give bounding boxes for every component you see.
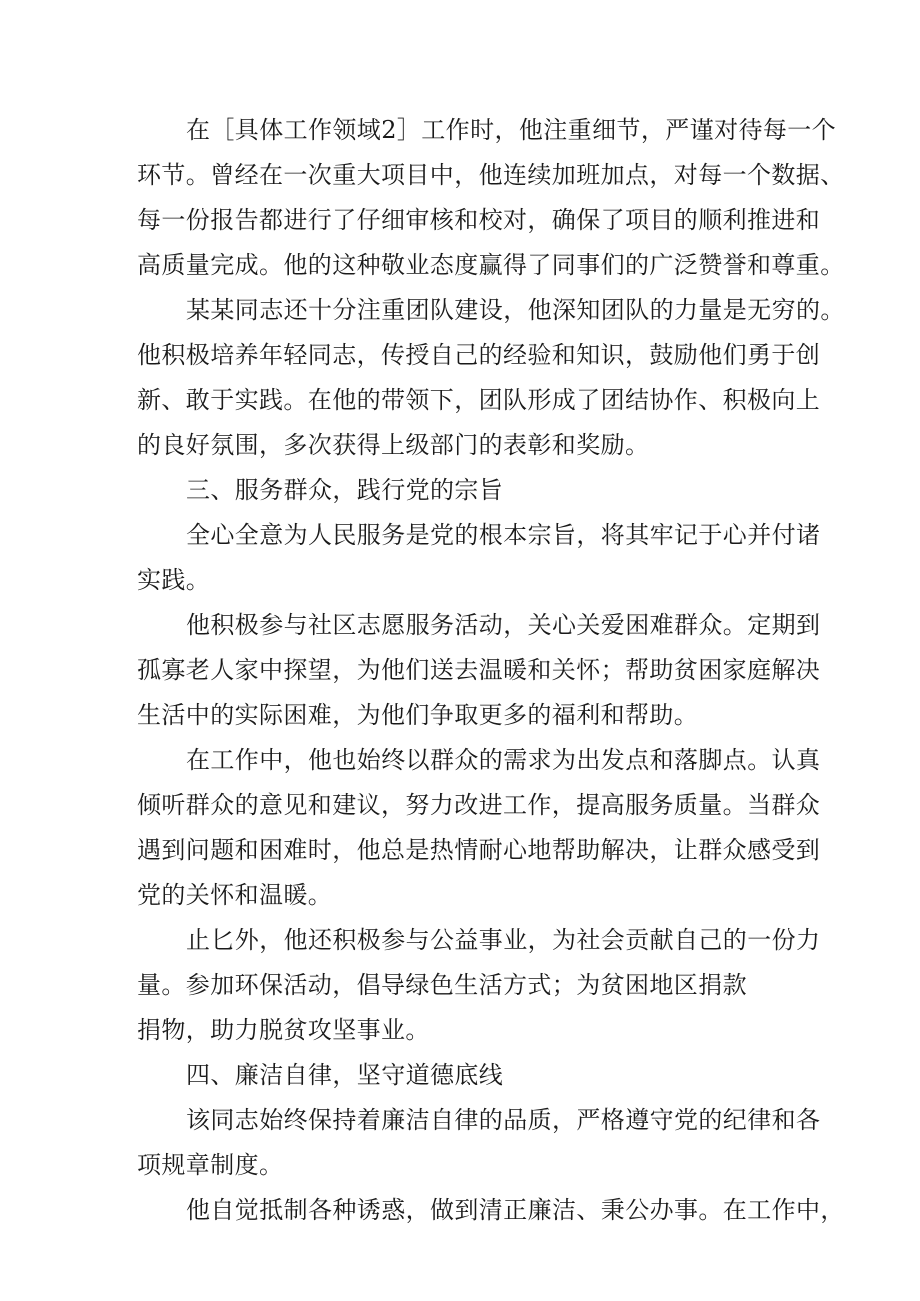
paragraph bbox=[137, 1098, 821, 1188]
text-line: 遇到问题和困难时，他总是热情耐心地帮助解决，让群众感受到 bbox=[137, 836, 821, 864]
text-line: 他自觉抵制各种诱惑，做到清正廉洁、秉公办事。在工作中， bbox=[186, 1196, 845, 1224]
paragraph bbox=[137, 918, 821, 1053]
text-line: 止匕外，他还积极参与公益事业，为社会贡献自己的一份力 bbox=[186, 926, 821, 954]
text-line: 新、敢于实践。在他的带领下，团队形成了团结协作、积极向上 bbox=[137, 386, 821, 414]
heading-text: 四、廉洁自律，坚守道德底线 bbox=[186, 1061, 504, 1089]
text-line: 环节。曾经在一次重大项目中，他连续加班加点，对每一个数据、 bbox=[137, 161, 845, 189]
text-line: 他积极参与社区志愿服务活动，关心关爱困难群众。定期到 bbox=[186, 611, 821, 639]
text-line: 孤寡老人家中探望，为他们送去温暖和关怀；帮助贫困家庭解决 bbox=[137, 656, 821, 684]
section-heading bbox=[137, 468, 805, 513]
text-line: 高质量完成。他的这种敬业态度赢得了同事们的广泛赞誉和尊重。 bbox=[137, 251, 845, 279]
paragraph bbox=[137, 738, 821, 918]
text-line: 他积极培养年轻同志，传授自己的经验和知识，鼓励他们勇于创 bbox=[137, 341, 821, 369]
text-line: 党的关怀和温暖。 bbox=[137, 881, 333, 909]
text-line: 在［具体工作领域2］工作时，他注重细节，严谨对待每一个 bbox=[186, 116, 837, 144]
text-line: 每一份报告都进行了仔细审核和校对，确保了项目的顺利推进和 bbox=[137, 206, 821, 234]
paragraph bbox=[137, 108, 845, 288]
text-line: 全心全意为人民服务是党的根本宗旨，将其牢记于心并付诸 bbox=[186, 521, 821, 549]
text-line: 该同志始终保持着廉洁自律的品质，严格遵守党的纪律和各 bbox=[186, 1106, 821, 1134]
text-line: 项规章制度。 bbox=[137, 1151, 284, 1179]
paragraph bbox=[137, 1188, 845, 1233]
text-line: 的良好氛围，多次获得上级部门的表彰和奖励。 bbox=[137, 431, 650, 459]
text-line: 倾听群众的意见和建议，努力改进工作，提高服务质量。当群众 bbox=[137, 791, 821, 819]
text-line: 某某同志还十分注重团队建设，他深知团队的力量是无穷的。 bbox=[186, 296, 845, 324]
heading-text: 三、服务群众，践行党的宗旨 bbox=[186, 476, 504, 504]
section-heading bbox=[137, 1053, 805, 1098]
paragraph bbox=[137, 288, 845, 468]
text-line: 实践。 bbox=[137, 566, 211, 594]
text-line: 量。参加环保活动，倡导绿色生活方式；为贫困地区捐款 bbox=[137, 971, 747, 999]
text-line: 在工作中，他也始终以群众的需求为出发点和落脚点。认真 bbox=[186, 746, 821, 774]
text-line: 生活中的实际困难，为他们争取更多的福利和帮助。 bbox=[137, 701, 699, 729]
text-line: 捐物，助力脱贫攻坚事业。 bbox=[137, 1016, 430, 1044]
paragraph bbox=[137, 603, 821, 738]
document-body bbox=[137, 108, 845, 1233]
paragraph bbox=[137, 513, 821, 603]
